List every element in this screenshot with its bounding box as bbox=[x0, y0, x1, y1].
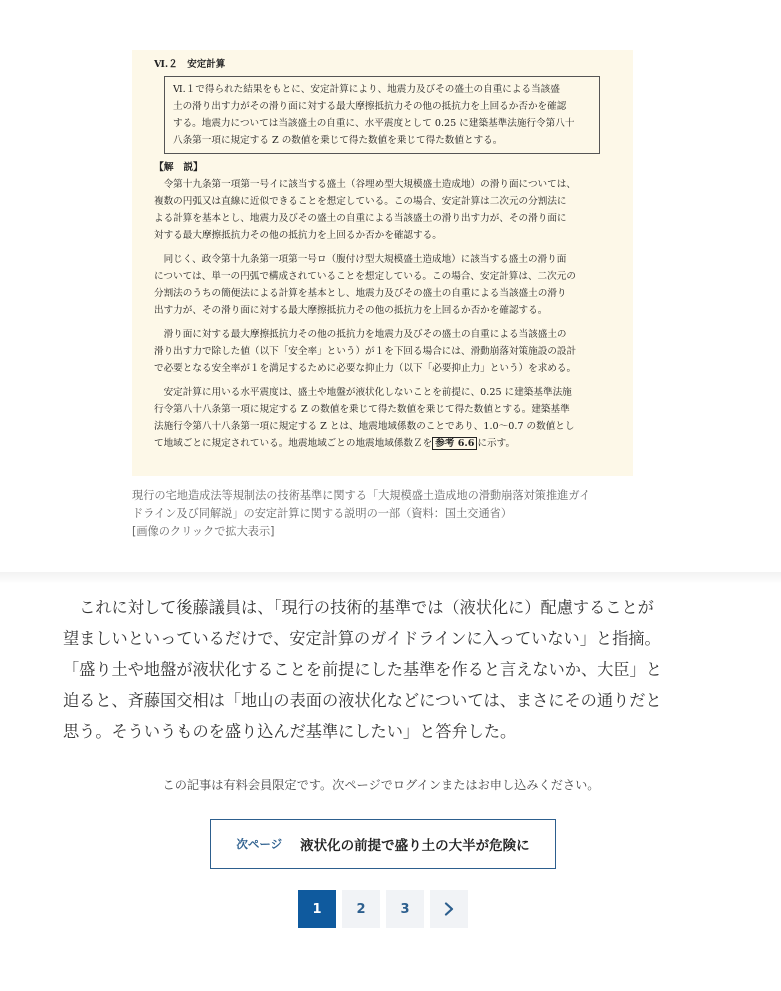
next-page-button[interactable] bbox=[210, 819, 556, 869]
next-page-label: 次ページ bbox=[236, 837, 283, 851]
doc-box-line: Ⅵ.１で得られた結果をもとに、安定計算により、地震力及びその盛土の自重による当該盛 bbox=[173, 84, 560, 95]
doc-line: 同じく、政令第十九条第一項第一号ロ（腹付け型大規模盛土造成地）に該当する盛土の滑り面 bbox=[154, 254, 567, 265]
enlarge-image-link[interactable]: [画像のクリックで拡大表示] bbox=[132, 525, 275, 538]
doc-heading: Ⅵ.２ 安定計算 bbox=[154, 59, 226, 70]
page-button-3[interactable]: 3 bbox=[386, 890, 424, 928]
doc-line: 法施行令第八十八条第一項に規定する Z とは、地震地域係数のことであり、1.0〜0.7 の数値とし bbox=[154, 421, 575, 432]
doc-line: については、単一の円弧で構成されていることを想定している。この場合、安定計算は、二次元の bbox=[154, 271, 576, 282]
page-button-2[interactable]: 2 bbox=[342, 890, 380, 928]
next-page-arrow-button[interactable] bbox=[430, 890, 468, 928]
doc-last-line-before: て地域ごとに規定されている。地震地域ごとの地震地域係数Ｚを bbox=[154, 438, 433, 449]
chevron-right-icon bbox=[442, 902, 456, 916]
doc-line: 安定計算に用いる水平震度は、盛土や地盤が液状化しないことを前提に、0.25 に建築基準法施 bbox=[154, 387, 572, 398]
pagination bbox=[298, 890, 468, 928]
article-line: 望ましいといっているだけで、安定計算のガイドラインに入っていない」と指摘。 bbox=[63, 629, 661, 648]
reference-box: 参考 6.6 bbox=[432, 437, 477, 450]
doc-line: 滑り出す力で除した値（以下「安全率」という）が１を下回る場合には、滑動崩落対策施設の設計 bbox=[154, 346, 577, 357]
doc-box-line: 八条第一項に規定する Z の数値を乗じて得た数値を乗じて得た数値とする。 bbox=[173, 135, 503, 146]
doc-boxed-text bbox=[164, 76, 600, 154]
members-only-notice: この記事は有料会員限定です。次ページでログインまたはお申し込みください。 bbox=[162, 778, 600, 792]
article-line: 迫ると、斉藤国交相は「地山の表面の液状化などについては、まさにその通りだと bbox=[63, 691, 662, 710]
article-line: これに対して後藤議員は、「現行の技術的基準では（液状化に）配慮することが bbox=[63, 598, 654, 617]
page-button-1[interactable]: 1 bbox=[298, 890, 336, 928]
doc-line: で必要となる安全率が１を満足するために必要な抑止力（以下「必要抑止力」という）を求める。 bbox=[154, 363, 577, 374]
guideline-document-image[interactable] bbox=[132, 50, 633, 476]
figure-caption bbox=[132, 487, 652, 541]
doc-line: 滑り面に対する最大摩擦抵抗力その他の抵抗力を地震力及びその盛土の自重による当該盛土の bbox=[154, 329, 567, 340]
next-page-title: 液状化の前提で盛り土の大半が危険に bbox=[300, 838, 530, 854]
doc-line: 対する最大摩擦抵抗力その他の抵抗力を上回るか否かを確認する。 bbox=[154, 230, 442, 241]
doc-line: 行令第八十八条第一項に規定する Z の数値を乗じて得た数値を乗じて得た数値とする。建築基準 bbox=[154, 404, 570, 415]
doc-box-line: する。地震力については当該盛土の自重に、水平震度として 0.25 に建築基準法施行令第八十 bbox=[173, 118, 575, 129]
doc-line: 出す力が、その滑り面に対する最大摩擦抵抗力その他の抵抗力を上回るか否かを確認する。 bbox=[154, 305, 548, 316]
doc-line: 分割法のうちの簡便法による計算を基本とし、地震力及びその盛土の自重による当該盛土の滑り bbox=[154, 288, 567, 299]
doc-line: 複数の円弧又は直線に近似できることを想定している。この場合、安定計算は二次元の分割法に bbox=[154, 196, 567, 207]
article-body bbox=[63, 592, 723, 747]
doc-line: よる計算を基本とし、地震力及びその盛土の自重による当該盛土の滑り出す力が、その滑り面に bbox=[154, 213, 567, 224]
doc-explain-heading: 【解 説】 bbox=[154, 162, 203, 173]
article-line: 「盛り土や地盤が液状化することを前提にした基準を作ると言えないか、大臣」と bbox=[63, 660, 662, 679]
caption-line: 現行の宅地造成法等規制法の技術基準に関する「大規模盛土造成地の滑動崩落対策推進ガイ bbox=[132, 489, 591, 502]
caption-line: ドライン及び同解説」の安定計算に関する説明の一部（資料：国土交通省） bbox=[132, 507, 513, 520]
article-line: 思う。そういうものを盛り込んだ基準にしたい」と答弁した。 bbox=[63, 722, 517, 741]
doc-line: 令第十九条第一項第一号イに該当する盛土（谷埋め型大規模盛土造成地）の滑り面については、 bbox=[154, 179, 576, 190]
doc-box-line: 土の滑り出す力がその滑り面に対する最大摩擦抵抗力その他の抵抗力を上回るか否かを確認 bbox=[173, 101, 567, 112]
doc-last-line bbox=[154, 435, 619, 452]
figure-divider bbox=[0, 572, 781, 584]
doc-last-line-after: に示す。 bbox=[477, 438, 516, 449]
